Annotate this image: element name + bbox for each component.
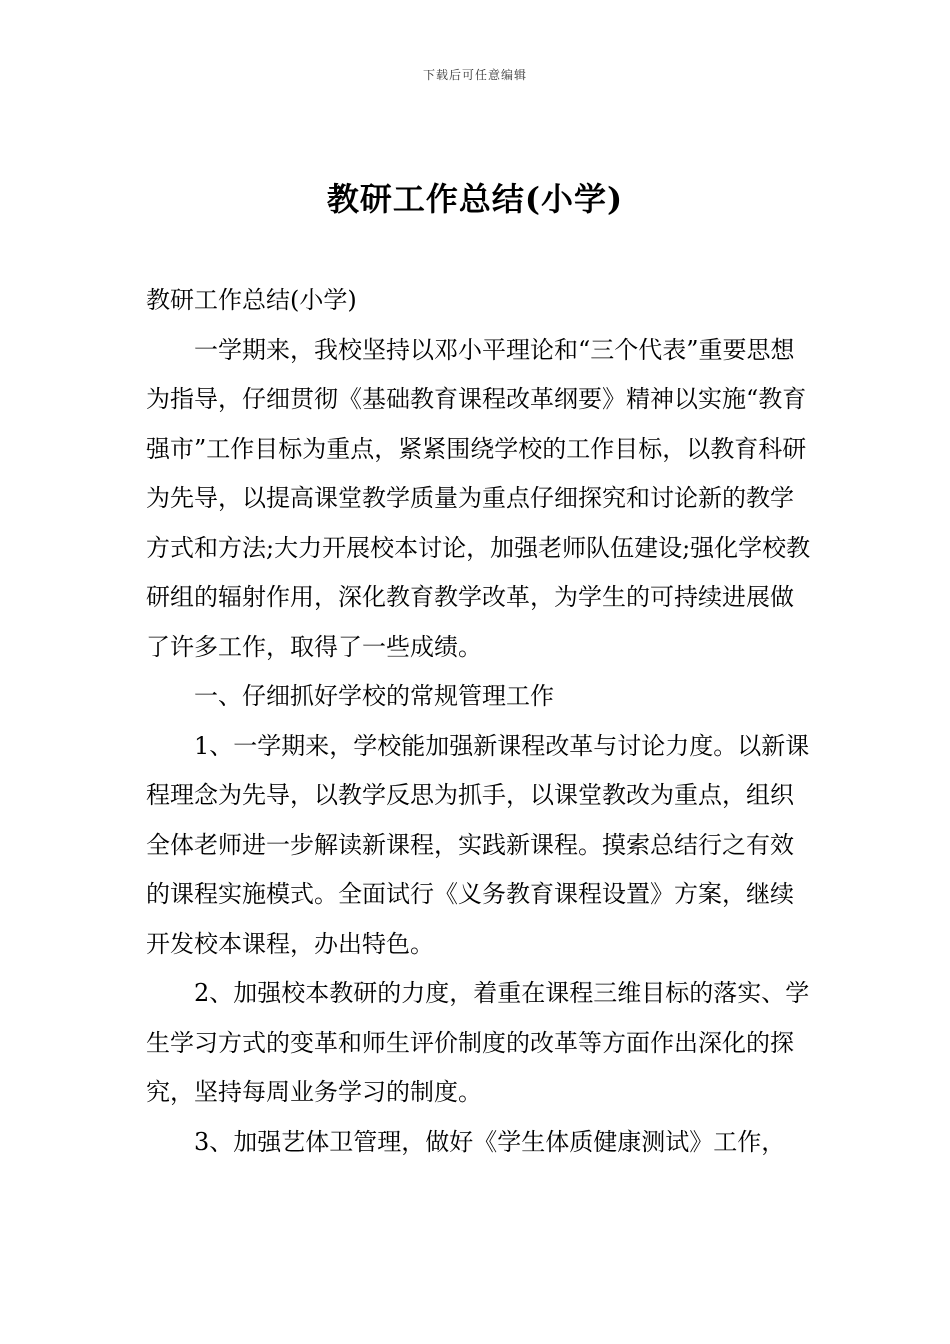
paragraph-item-1: 1、一学期来，学校能加强新课程改革与讨论力度。以新课程理念为先导，以教学反思为抓手，以课堂教改为重点，组织全体老师进一步解读新课程，实践新课程。摸索总结行之有效的课程实施模式。全面试行《义务教育课程设置》方案，继续开发校本课程，办出特色。 <box>146 731 810 958</box>
header-note: 下载后可任意编辑 <box>422 68 527 82</box>
section-heading-1: 一、仔细抓好学校的常规管理工作 <box>194 682 554 710</box>
paragraph-intro: 一学期来，我校坚持以邓小平理论和“三个代表”重要思想为指导，仔细贯彻《基础教育课程改革纲要》精神以实施“教育强市”工作目标为重点，紧紧围绕学校的工作目标，以教育科研为先导，以提高课堂教学质量为重点仔细探究和讨论新的教学方式和方法;大力开展校本讨论，加强老师队伍建设;强化学校教研组的辐射作用，深化教育教学改革，为学生的可持续进展做了许多工作，取得了一些成绩。 <box>146 335 811 661</box>
paragraph-item-2: 2、加强校本教研的力度，着重在课程三维目标的落实、学生学习方式的变革和师生评价制度的改革等方面作出深化的探究，坚持每周业务学习的制度。 <box>146 979 810 1106</box>
section-subtitle: 教研工作总结(小学) <box>146 286 357 314</box>
document-body <box>146 276 816 1167</box>
paragraph-item-3: 3、加强艺体卫管理，做好《学生体质健康测试》工作， <box>194 1127 786 1156</box>
document-title: 教研工作总结(小学) <box>326 180 624 218</box>
